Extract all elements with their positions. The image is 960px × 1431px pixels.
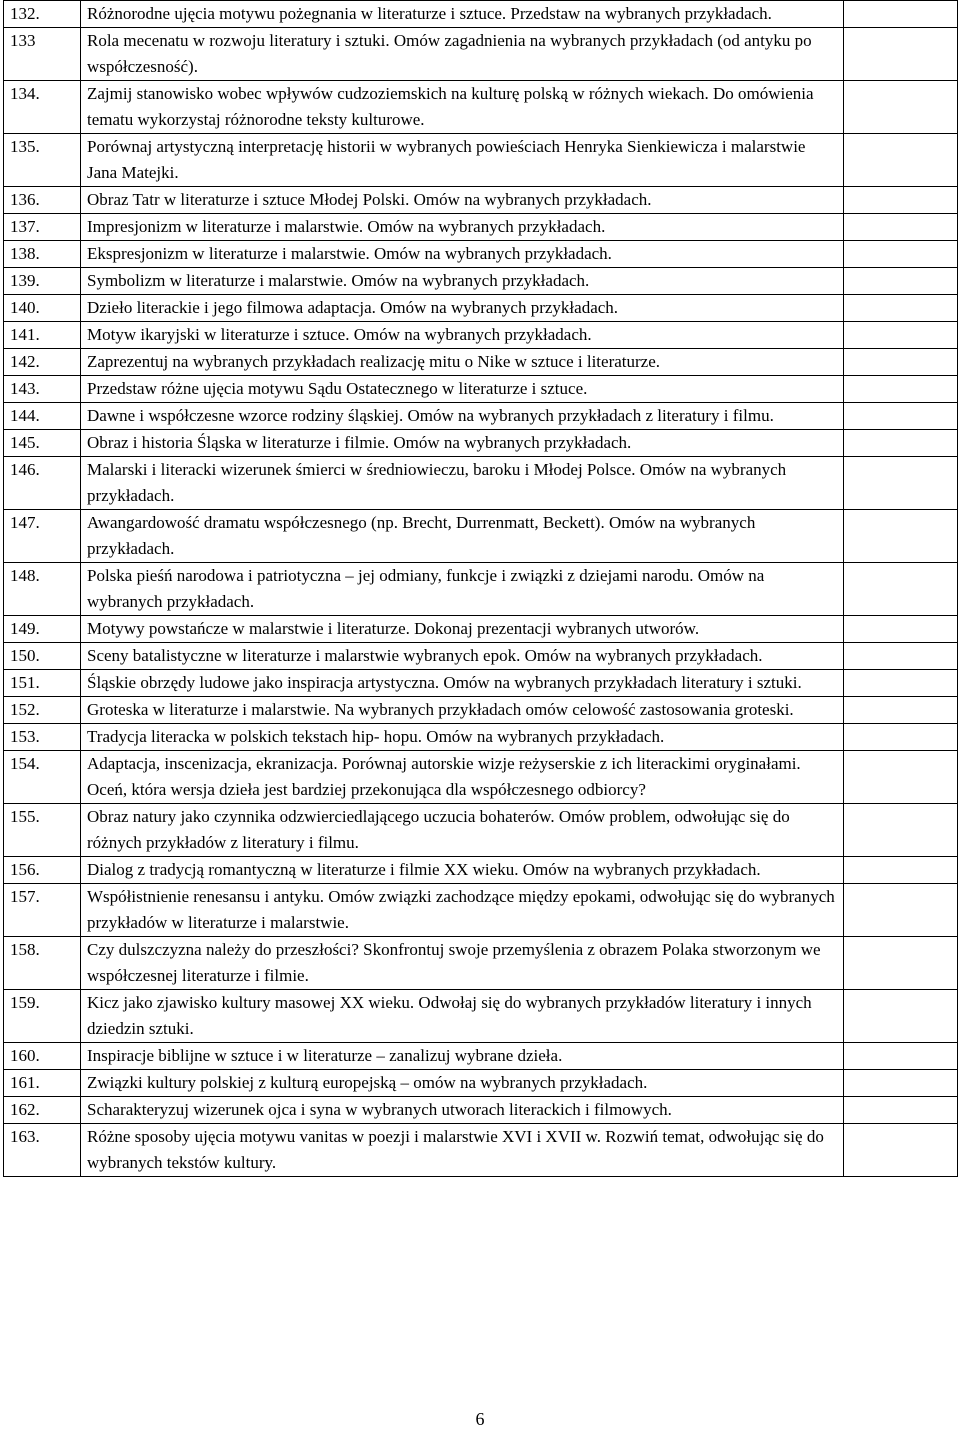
topic-number: 148.	[4, 563, 81, 616]
empty-cell	[844, 349, 958, 376]
topic-text: Ekspresjonizm w literaturze i malarstwie. Omów na wybranych przykładach.	[81, 241, 844, 268]
topic-number: 136.	[4, 187, 81, 214]
topic-number: 135.	[4, 134, 81, 187]
topic-text: Scharakteryzuj wizerunek ojca i syna w wybranych utworach literackich i filmowych.	[81, 1097, 844, 1124]
empty-cell	[844, 510, 958, 563]
empty-cell	[844, 937, 958, 990]
topic-text: Obraz i historia Śląska w literaturze i filmie. Omów na wybranych przykładach.	[81, 430, 844, 457]
empty-cell	[844, 1097, 958, 1124]
empty-cell	[844, 1124, 958, 1177]
table-row	[4, 1070, 958, 1097]
topic-text: Współistnienie renesansu i antyku. Omów związki zachodzące między epokami, odwołując się do wybranych przykładów w literaturze i malarstwie.	[81, 884, 844, 937]
topic-text: Porównaj artystyczną interpretację historii w wybranych powieściach Henryka Sienkiewicza i malarstwie Jana Matejki.	[81, 134, 844, 187]
topic-text: Dialog z tradycją romantyczną w literaturze i filmie XX wieku. Omów na wybranych przykładach.	[81, 857, 844, 884]
table-row	[4, 510, 958, 563]
empty-cell	[844, 1070, 958, 1097]
topic-number: 132.	[4, 1, 81, 28]
topics-table-body	[4, 1, 958, 1177]
topic-text: Obraz Tatr w literaturze i sztuce Młodej Polski. Omów na wybranych przykładach.	[81, 187, 844, 214]
topic-number: 146.	[4, 457, 81, 510]
table-row	[4, 1043, 958, 1070]
table-row	[4, 403, 958, 430]
topic-number: 153.	[4, 724, 81, 751]
table-row	[4, 268, 958, 295]
empty-cell	[844, 1, 958, 28]
topic-text: Zajmij stanowisko wobec wpływów cudzoziemskich na kulturę polską w różnych wiekach. Do omówienia tematu wykorzystaj różnorodne teksty kulturowe.	[81, 81, 844, 134]
topic-number: 141.	[4, 322, 81, 349]
empty-cell	[844, 187, 958, 214]
topic-number: 157.	[4, 884, 81, 937]
empty-cell	[844, 295, 958, 322]
topic-number: 158.	[4, 937, 81, 990]
topic-text: Impresjonizm w literaturze i malarstwie. Omów na wybranych przykładach.	[81, 214, 844, 241]
topic-text: Kicz jako zjawisko kultury masowej XX wieku. Odwołaj się do wybranych przykładów literatury i innych dziedzin sztuki.	[81, 990, 844, 1043]
topic-text: Rola mecenatu w rozwoju literatury i sztuki. Omów zagadnienia na wybranych przykładach (od antyku po współczesność).	[81, 28, 844, 81]
table-row	[4, 884, 958, 937]
table-row	[4, 134, 958, 187]
topic-text: Adaptacja, inscenizacja, ekranizacja. Porównaj autorskie wizje reżyserskie z ich literackimi oryginałami. Oceń, która wersja dzieła jest bardziej przekonująca dla współczesnego odbiorcy?	[81, 751, 844, 804]
table-row	[4, 241, 958, 268]
table-row	[4, 937, 958, 990]
topic-number: 163.	[4, 1124, 81, 1177]
empty-cell	[844, 457, 958, 510]
table-row	[4, 990, 958, 1043]
empty-cell	[844, 376, 958, 403]
topic-number: 137.	[4, 214, 81, 241]
table-row	[4, 697, 958, 724]
table-row	[4, 724, 958, 751]
topic-text: Sceny batalistyczne w literaturze i malarstwie wybranych epok. Omów na wybranych przykładach.	[81, 643, 844, 670]
topic-text: Motywy powstańcze w malarstwie i literaturze. Dokonaj prezentacji wybranych utworów.	[81, 616, 844, 643]
empty-cell	[844, 81, 958, 134]
topic-number: 152.	[4, 697, 81, 724]
topic-number: 138.	[4, 241, 81, 268]
table-row	[4, 322, 958, 349]
topic-number: 150.	[4, 643, 81, 670]
topic-number: 151.	[4, 670, 81, 697]
topic-number: 159.	[4, 990, 81, 1043]
table-row	[4, 804, 958, 857]
topic-text: Malarski i literacki wizerunek śmierci w średniowieczu, baroku i Młodej Polsce. Omów na wybranych przykładach.	[81, 457, 844, 510]
empty-cell	[844, 430, 958, 457]
empty-cell	[844, 214, 958, 241]
table-row	[4, 430, 958, 457]
topic-number: 154.	[4, 751, 81, 804]
table-row	[4, 81, 958, 134]
table-row	[4, 643, 958, 670]
topic-text: Różne sposoby ujęcia motywu vanitas w poezji i malarstwie XVI i XVII w. Rozwiń temat, odwołując się do wybranych tekstów kultury.	[81, 1124, 844, 1177]
table-row	[4, 295, 958, 322]
empty-cell	[844, 616, 958, 643]
topic-text: Związki kultury polskiej z kulturą europejską – omów na wybranych przykładach.	[81, 1070, 844, 1097]
empty-cell	[844, 322, 958, 349]
topic-text: Inspiracje biblijne w sztuce i w literaturze – zanalizuj wybrane dzieła.	[81, 1043, 844, 1070]
topic-text: Śląskie obrzędy ludowe jako inspiracja artystyczna. Omów na wybranych przykładach literatury i sztuki.	[81, 670, 844, 697]
topic-number: 142.	[4, 349, 81, 376]
table-row	[4, 1, 958, 28]
topic-text: Awangardowość dramatu współczesnego (np. Brecht, Durrenmatt, Beckett). Omów na wybranych przykładach.	[81, 510, 844, 563]
topic-number: 156.	[4, 857, 81, 884]
topic-text: Dawne i współczesne wzorce rodziny śląskiej. Omów na wybranych przykładach z literatury i filmu.	[81, 403, 844, 430]
empty-cell	[844, 751, 958, 804]
topic-text: Obraz natury jako czynnika odzwierciedlającego uczucia bohaterów. Omów problem, odwołując się do różnych przykładów z literatury i filmu.	[81, 804, 844, 857]
table-row	[4, 349, 958, 376]
topic-number: 145.	[4, 430, 81, 457]
topics-table	[3, 0, 958, 1177]
topic-number: 147.	[4, 510, 81, 563]
table-row	[4, 1124, 958, 1177]
topic-text: Przedstaw różne ujęcia motywu Sądu Ostatecznego w literaturze i sztuce.	[81, 376, 844, 403]
topic-text: Polska pieśń narodowa i patriotyczna – jej odmiany, funkcje i związki z dziejami narodu. Omów na wybranych przykładach.	[81, 563, 844, 616]
table-row	[4, 670, 958, 697]
topic-number: 139.	[4, 268, 81, 295]
empty-cell	[844, 670, 958, 697]
empty-cell	[844, 563, 958, 616]
topic-text: Różnorodne ujęcia motywu pożegnania w literaturze i sztuce. Przedstaw na wybranych przykładach.	[81, 1, 844, 28]
topic-text: Dzieło literackie i jego filmowa adaptacja. Omów na wybranych przykładach.	[81, 295, 844, 322]
empty-cell	[844, 724, 958, 751]
topic-number: 162.	[4, 1097, 81, 1124]
topic-number: 161.	[4, 1070, 81, 1097]
topic-text: Motyw ikaryjski w literaturze i sztuce. Omów na wybranych przykładach.	[81, 322, 844, 349]
table-row	[4, 457, 958, 510]
topic-number: 160.	[4, 1043, 81, 1070]
table-row	[4, 616, 958, 643]
table-row	[4, 214, 958, 241]
empty-cell	[844, 268, 958, 295]
empty-cell	[844, 643, 958, 670]
table-row	[4, 563, 958, 616]
topic-text: Symbolizm w literaturze i malarstwie. Omów na wybranych przykładach.	[81, 268, 844, 295]
topic-number: 155.	[4, 804, 81, 857]
table-row	[4, 28, 958, 81]
page-number: 6	[475, 1409, 485, 1429]
table-row	[4, 1097, 958, 1124]
empty-cell	[844, 1043, 958, 1070]
topic-number: 133	[4, 28, 81, 81]
topic-text: Zaprezentuj na wybranych przykładach realizację mitu o Nike w sztuce i literaturze.	[81, 349, 844, 376]
empty-cell	[844, 697, 958, 724]
topic-number: 140.	[4, 295, 81, 322]
empty-cell	[844, 403, 958, 430]
topic-number: 134.	[4, 81, 81, 134]
empty-cell	[844, 804, 958, 857]
topic-text: Groteska w literaturze i malarstwie. Na wybranych przykładach omów celowość zastosowania groteski.	[81, 697, 844, 724]
empty-cell	[844, 990, 958, 1043]
empty-cell	[844, 241, 958, 268]
topic-number: 143.	[4, 376, 81, 403]
empty-cell	[844, 857, 958, 884]
table-row	[4, 187, 958, 214]
table-row	[4, 376, 958, 403]
empty-cell	[844, 134, 958, 187]
table-row	[4, 857, 958, 884]
empty-cell	[844, 884, 958, 937]
empty-cell	[844, 28, 958, 81]
topic-text: Tradycja literacka w polskich tekstach hip- hopu. Omów na wybranych przykładach.	[81, 724, 844, 751]
table-row	[4, 751, 958, 804]
topic-text: Czy dulszczyzna należy do przeszłości? Skonfrontuj swoje przemyślenia z obrazem Polaka stworzonym we współczesnej literaturze i filmie.	[81, 937, 844, 990]
topic-number: 149.	[4, 616, 81, 643]
topic-number: 144.	[4, 403, 81, 430]
